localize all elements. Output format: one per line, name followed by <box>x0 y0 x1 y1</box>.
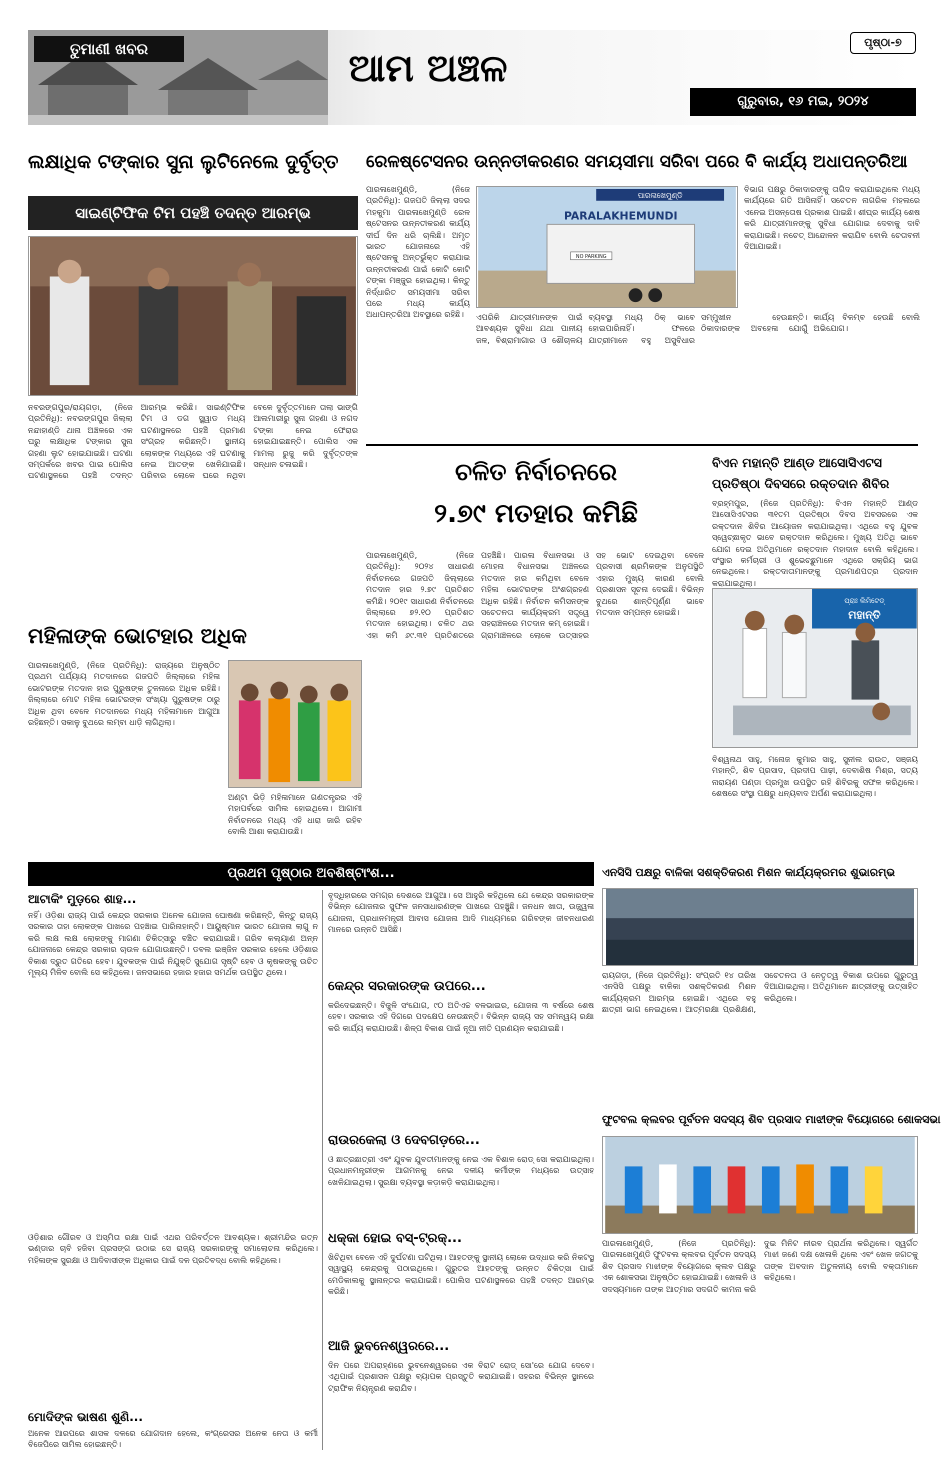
station-body-mid-text: ଏପରିକି ଯାତ୍ରୀମାନଙ୍କ ପାଇଁ ଆବଶ୍ୟକ ସୁବିଧା ଯଥା ପାନୀୟ ଜଳ, ବିଶ୍ରାମାଗାର ଓ ଶୌଚାଳୟ ବ୍ୟବସ୍ଥା ମଧ୍ୟ ଠିକ୍ ଭାବେ ହୋଇପାରିନାହିଁ। ଫଳରେ ଯାତ୍ରୀମାନେ ବହୁ ଅସୁବିଧାର ସମ୍ମୁଖୀନ ହେଉଛନ୍ତି। ଠିକାଦାରଙ୍କ ଅବହେଳା ଯୋଗୁଁ କାର୍ଯ୍ୟ ବିଳମ୍ବ ହେଉଛି ବୋଲି ଅଭିଯୋଗ। <box>476 313 920 345</box>
football-headline <box>602 1108 941 1132</box>
page-number-text: ପୃଷ୍ଠା-୭ <box>864 36 902 49</box>
masthead <box>28 30 916 125</box>
gold-body-text: ନବରଙ୍ଗପୁର/ରାୟଗଡ଼ା, (ନିଜେ ପ୍ରତିନିଧି): ନବରଙ୍ଗପୁର ଜିଲ୍ଲା ନନ୍ଦାହାଣ୍ଡି ଥାନା ଅଞ୍ଚଳରେ ଏକ ଘରୁ ଲକ୍ଷାଧିକ ଟଙ୍କାର ସୁନା ଗହଣା ଲୁଟ ହୋଇଯାଇଛି। ଘଟଣା ସମ୍ପର୍କରେ ଖବର ପାଇ ପୋଲିସ ଘଟଣାସ୍ଥଳରେ ପହଞ୍ଚି ତଦନ୍ତ ଆରମ୍ଭ କରିଛି। ସାଇଣ୍ଟିଫିକ ଟିମ ଓ ଡଗ ସ୍କ୍ୱାଡ ମଧ୍ୟ ଘଟଣାସ୍ଥଳରେ ପହଞ୍ଚି ପ୍ରମାଣ ସଂଗ୍ରହ କରିଛନ୍ତି। ସ୍ଥାନୀୟ ଲୋକଙ୍କ ମଧ୍ୟରେ ଏହି ଘଟଣାକୁ ନେଇ ଆତଙ୍କ ଖେଳିଯାଇଛି। ପରିବାର ଲୋକେ ଘରେ ନଥିବା ବେଳେ ଦୁର୍ବୃତ୍ତମାନେ ତାଲା ଭାଙ୍ଗି ଆଲମାରୀରୁ ସୁନା ଗହଣା ଓ ନଗଦ ଟଙ୍କା ନେଇ ଫେରାର ହୋଇଯାଇଛନ୍ତି। ପୋଲିସ ଏକ ମାମଲା ରୁଜୁ କରି ଦୁର୍ବୃତ୍ତଙ୍କ ସନ୍ଧାନ ଚଳାଇଛି। <box>28 403 358 481</box>
date-text: ଗୁରୁବାର, ୧୬ ମଇ, ୨୦୨୪ <box>737 94 869 109</box>
station-body-left-text: ପାରଳାଖେମୁଣ୍ଡି, (ନିଜେ ପ୍ରତିନିଧି): ଗଜପତି ଜିଲ୍ଲା ସଦର ମହକୁମା ପାରଳାଖେମୁଣ୍ଡି ରେଳ ଷ୍ଟେସନର ଉନ୍ନତୀକରଣ କାର୍ଯ୍ୟ ଦୀର୍ଘ ଦିନ ଧରି ଚାଲିଛି। ଅମୃତ ଭାରତ ଯୋଜନାରେ ଏହି ଷ୍ଟେସନକୁ ଅନ୍ତର୍ଭୁକ୍ତ କରାଯାଇ ଉନ୍ନତୀକରଣ ପାଇଁ କୋଟି କୋଟି ଟଙ୍କା ମଞ୍ଜୁର ହୋଇଥିଲା। କିନ୍ତୁ ନିର୍ଦ୍ଧାରିତ ସମୟସୀମା ସରିବା ପରେ ମଧ୍ୟ କାର୍ଯ୍ୟ ଅଧାପନ୍ତରିଆ ଅବସ୍ଥାରେ ରହିଛି। <box>366 185 470 320</box>
cont-s4-head <box>328 1130 594 1152</box>
cont-s6-body <box>328 1360 594 1450</box>
banner-name: ମହାନ୍ତି <box>848 608 881 622</box>
ncc-headline-text: ଏନସିସି ପକ୍ଷରୁ ବାଳିକା ସଶକ୍ତିକରଣ ମିଶନ କାର୍ଯ୍ୟକ୍ରମର ଶୁଭାରମ୍ଭ <box>602 866 895 879</box>
cont-s1-body-b <box>28 1232 318 1406</box>
football-body-text: ପାରଳାଖେମୁଣ୍ଡି, (ନିଜେ ପ୍ରତିନିଧି): ପାରଳାଖେମୁଣ୍ଡି ଫୁଟବଲ କ୍ଲବର ପୂର୍ବତନ ସଦସ୍ୟ ଶିବ ପ୍ରସାଦ ମାଝୀଙ୍କ ବିୟୋଗରେ କ୍ଲବ ପକ୍ଷରୁ ଏକ ଶୋକସଭା ଅନୁଷ୍ଠିତ ହୋଇଯାଇଛି। ଖେଳାଳି ଓ ସଦସ୍ୟମାନେ ତାଙ୍କ ଆତ୍ମାର ସଦଗତି କାମନା କରି ଦୁଇ ମିନିଟ ନୀରବ ପ୍ରାର୍ଥନା କରିଥିଲେ। ସ୍ୱର୍ଗତ ମାଝୀ ଜଣେ ଦକ୍ଷ ଖେଳାଳି ଥିଲେ ଏବଂ ଖେଳ ଜଗତକୁ ତାଙ୍କ ଅବଦାନ ଅତୁଳନୀୟ ବୋଲି ବକ୍ତାମାନେ କହିଥିଲେ। <box>602 1239 918 1294</box>
blood-story <box>712 498 918 846</box>
blood-body2 <box>712 754 918 846</box>
cont-s1-body-text: ନହିଁ। ଓଡ଼ିଶା ରାଜ୍ୟ ପାଇଁ କେନ୍ଦ୍ର ସରକାର ଅନେକ ଯୋଜନା ଘୋଷଣା କରିଛନ୍ତି, କିନ୍ତୁ ରାଜ୍ୟ ସରକାର ତାହା ଲୋକଙ୍କ ପାଖରେ ପହଞ୍ଚାଇ ପାରିନାହାନ୍ତି। ଆୟୁଷ୍ମାନ ଭାରତ ଯୋଜନା ଲାଗୁ ନ କରି ଲକ୍ଷ ଲକ୍ଷ ଲୋକଙ୍କୁ ମାଗଣା ଚିକିତ୍ସାରୁ ବଞ୍ଚିତ କରାଯାଇଛି। ଗରିବ କଲ୍ୟାଣ ଅନ୍ନ ଯୋଜନାରେ କେନ୍ଦ୍ର ସରକାର ଚାଉଳ ଯୋଗାଉଛନ୍ତି। ଡବଲ ଇଞ୍ଜିନ ସରକାର ହେଲେ ଓଡ଼ିଶାର ବିକାଶ ଦ୍ରୁତ ଗତିରେ ହେବ। ଯୁବକଙ୍କ ପାଇଁ ନିଯୁକ୍ତି ସୁଯୋଗ ସୃଷ୍ଟି ହେବ ଓ କୃଷକଙ୍କୁ ଉଚିତ ମୂଲ୍ୟ ମିଳିବ ବୋଲି ସେ କହିଥିଲେ। ଜନସଭାରେ ହଜାର ହଜାର ସମର୍ଥକ ଉପସ୍ଥିତ ଥିଲେ। <box>28 911 318 978</box>
cont-s3-body2 <box>328 1000 594 1126</box>
blood-donation-photo <box>712 588 918 748</box>
women-headline-text: ମହିଳାଙ୍କ ଭୋଟହାର ଅଧିକ <box>28 624 247 648</box>
brand-title-box <box>34 36 184 62</box>
gold-headline <box>28 142 358 182</box>
banner-label: ପ୍ରାଃ ଲିମିଟେଡ୍ <box>844 596 885 605</box>
blood-body2-text: ବିଶ୍ୱନାଥ ସାହୁ, ମନୋଜ କୁମାର ସାହୁ, ସୁନୀଲ ରାଉତ, ସଞ୍ଜୟ ମହାନ୍ତି, ଶିବ ପ୍ରସାଦ, ପ୍ରଦୀପ ପାଢ଼ୀ, ଦେବାଶିଷ ମିଶ୍ର, ସତ୍ୟ ନାରାୟଣ ପଣ୍ଡା ପ୍ରମୁଖ ଉପସ୍ଥିତ ରହି ଶିବିରକୁ ସଫଳ କରିଥିଲେ। ଶେଷରେ ସଂସ୍ଥା ପକ୍ଷରୁ ଧନ୍ୟବାଦ ଅର୍ପଣ କରାଯାଇଥିଲା। <box>712 755 918 799</box>
gold-subhead-text: ସାଇଣ୍ଟିଫିକ ଟିମ ପହଞ୍ଚି ତଦନ୍ତ ଆରମ୍ଭ <box>75 204 311 222</box>
station-sign-odia: ପାରଳାଖେମୁଣ୍ଡି <box>637 190 683 200</box>
cont-s4-body <box>328 1154 594 1224</box>
cont-s3-head-text: କେନ୍ଦ୍ର ସରକାରଙ୍କ ଉପରେ... <box>328 979 486 994</box>
date-bar <box>690 88 916 116</box>
cont-s2-body <box>28 1428 318 1452</box>
votes-body-text: ପାରଳାଖେମୁଣ୍ଡି, (ନିଜେ ପ୍ରତିନିଧି): ୨୦୨୪ ସାଧାରଣ ନିର୍ବାଚନରେ ଗଜପତି ଜିଲ୍ଲାରେ ମତଦାନ ହାର ୨.୭୯ ପ୍ରତିଶତ କମିଛି। ୨୦୧୯ ସାଧାରଣ ନିର୍ବାଚନରେ ଜିଲ୍ଲାରେ ୭୨.୧୦ ପ୍ରତିଶତ ମତଦାନ ହୋଇଥିଲା। ଚଳିତ ଥର ଏହା କମି ୬୯.୩୧ ପ୍ରତିଶତରେ ପହଞ୍ଚିଛି। ପାରଳା ବିଧାନସଭା ଓ ମୋହନା ବିଧାନସଭା ଅଞ୍ଚଳରେ ମତଦାନ ହାର କମିଥିବା ବେଳେ ମହିଳା ଭୋଟରଙ୍କ ଅଂଶଗ୍ରହଣ ଅଧିକ ରହିଛି। ନିର୍ବାଚନ କମିସନଙ୍କ ସଚେତନତା କାର୍ଯ୍ୟକ୍ରମ ସତ୍ତ୍ୱେ ସହରାଞ୍ଚଳରେ ମତଦାନ କମ୍ ହୋଇଛି। ଗ୍ରାମାଞ୍ଚଳରେ ଲୋକେ ଉତ୍ସାହର ସହ ଭୋଟ ଦେଇଥିବା ବେଳେ ପ୍ରବାସୀ ଶ୍ରମିକଙ୍କ ଅନୁପସ୍ଥିତି ଏହାର ମୁଖ୍ୟ କାରଣ ବୋଲି ପ୍ରଶାସନ ସୂଚନା ଦେଇଛି। ବିଭିନ୍ନ ବୁଥରେ ଶାନ୍ତିପୂର୍ଣ୍ଣ ଭାବେ ମତଦାନ ସମ୍ପନ୍ନ ହୋଇଛି। <box>366 551 704 640</box>
page-number <box>850 32 916 54</box>
cont-s2-body-text: ଅନେକ ଆରପରେ ଶାସକ ଦଳରେ ଯୋଗଦାନ ହେଲେ, କଂଗ୍ରେସର ଅନେକ ନେତା ଓ କର୍ମୀ ବିଜେପିରେ ସାମିଲ ହୋଇଛନ୍ତି। <box>28 1429 318 1450</box>
cont-s5-head-text: ଧକ୍କା ହୋଇ ବସ୍-ଟ୍ରକ୍... <box>328 1231 462 1246</box>
cont-s5-body <box>328 1252 594 1332</box>
blood-body-left-text: ବ୍ରହ୍ମପୁର, (ନିଜେ ପ୍ରତିନିଧି): ବିଏନ ମହାନ୍ତି ଆଣ୍ଡ ଆସୋସିଏଟସର ୩୧ତମ ପ୍ରତିଷ୍ଠା ଦିବସ ଅବସରରେ ଏକ ରକ୍ତଦାନ ଶିବିର ଆୟୋଜନ କରାଯାଇଥିଲା। ଏଥିରେ ବହୁ ଯୁବକ ସ୍ୱେଚ୍ଛାକୃତ ଭାବେ ରକ୍ତଦାନ କରିଥିଲେ। ମୁଖ୍ୟ ଅତିଥି ଭାବେ ଯୋଗ ଦେଇ ଅତିଥିମାନେ ରକ୍ତଦାନ ମହାଦାନ ବୋଲି କହିଥିଲେ। ସଂସ୍ଥାର କର୍ମଚାରୀ ଓ ଶୁଭେଚ୍ଛୁମାନେ ଏଥିରେ ସକ୍ରିୟ ଭାଗ ନେଇଥିଲେ। ରକ୍ତଦାତାମାନଙ୍କୁ ପ୍ରମାଣପତ୍ର ପ୍ରଦାନ କରାଯାଇଥିଲା। <box>712 499 918 588</box>
section-title <box>328 38 528 98</box>
women-body2 <box>228 792 362 846</box>
votes-headline-bottom: ୨.୭୯ ମତହାର କମିଛି <box>434 499 638 529</box>
gold-subhead <box>28 196 358 230</box>
votes-headline-top: ଚଳିତ ନିର୍ବାଚନରେ <box>454 458 618 486</box>
women-voters-photo <box>228 660 362 788</box>
cont-s6-head-text: ଆଜି ଭୁବନେଶ୍ୱରରେ... <box>328 1339 450 1354</box>
column-divider <box>322 890 323 1450</box>
women-body <box>28 660 220 846</box>
cont-s3-body-text: ବୃଦ୍ଧିହାରରେ ସମଗ୍ର ଦେଶରେ ଆଗୁଆ। ସେ ଆହୁରି କହିଥିଲେ ଯେ କେନ୍ଦ୍ର ସରକାରଙ୍କ ବିଭିନ୍ନ ଯୋଜନାର ସୁଫଳ ଜନସାଧାରଣଙ୍କ ପାଖରେ ପହଞ୍ଚୁଛି। ଜନଧନ ଖାତା, ଉଜ୍ଜ୍ୱଳା ଯୋଜନା, ପ୍ରଧାନମନ୍ତ୍ରୀ ଆବାସ ଯୋଜନା ଆଦି ମାଧ୍ୟମରେ ଗରିବଙ୍କ ଜୀବନଧାରଣ ମାନରେ ଉନ୍ନତି ଆସିଛି। <box>328 891 594 935</box>
cont-s4-head-text: ରାଉରକେଲା ଓ ଦେବଗଡ଼ରେ... <box>328 1133 480 1148</box>
station-headline-text: ରେଳଷ୍ଟେସନର ଉନ୍ନତୀକରଣର ସମୟସୀମା ସରିବା ପରେ ବି କାର୍ଯ୍ୟ ଅଧାପନ୍ତରିଆ <box>366 152 908 172</box>
cont-s1-body-b-text: ଓଡ଼ିଶାର ଗୌରବ ଓ ଅସ୍ମିତା ରକ୍ଷା ପାଇଁ ଏଥର ପରିବର୍ତ୍ତନ ଆବଶ୍ୟକ। ଶ୍ରୀମନ୍ଦିର ରତ୍ନ ଭଣ୍ଡାର ଚାବି ହଜିବା ପ୍ରସଙ୍ଗ ଉଠାଇ ସେ ରାଜ୍ୟ ସରକାରଙ୍କୁ ସମାଲୋଚନା କରିଥିଲେ। ମହିଳାଙ୍କ ସୁରକ୍ଷା ଓ ଆଦିବାସୀଙ୍କ ଅଧିକାର ପାଇଁ ଦଳ ପ୍ରତିବଦ୍ଧ ବୋଲି କହିଥିଲେ। <box>28 1233 318 1265</box>
cont-s3-head <box>328 976 594 998</box>
cont-s6-head <box>328 1336 594 1358</box>
gold-investigation-photo <box>28 236 358 396</box>
football-headline-text: ଫୁଟବଲ କ୍ଲବର ପୂର୍ବତନ ସଦସ୍ୟ ଶିବ ପ୍ରସାଦ ମାଝୀଙ୍କ ବିୟୋଗରେ ଶୋକସଭା <box>602 1113 941 1126</box>
station-body-right-text: ବିଭାଗ ପକ୍ଷରୁ ଠିକାଦାରଙ୍କୁ ତାଗିଦ କରାଯାଇଥିଲେ ମଧ୍ୟ କାର୍ଯ୍ୟରେ ଗତି ଆସିନାହିଁ। ସଚେତନ ନାଗରିକ ମହଲରେ ଏନେଇ ଅସନ୍ତୋଷ ପ୍ରକାଶ ପାଇଛି। ଶୀଘ୍ର କାର୍ଯ୍ୟ ଶେଷ କରି ଯାତ୍ରୀମାନଙ୍କୁ ସୁବିଧା ଯୋଗାଇ ଦେବାକୁ ଦାବି କରାଯାଇଛି। ନଚେତ୍ ଆନ୍ଦୋଳନ କରାଯିବ ବୋଲି ଚେତାବନୀ ଦିଆଯାଇଛି। <box>744 185 920 252</box>
ncc-group-photo <box>602 888 918 966</box>
blood-headline <box>712 452 918 494</box>
football-team-photo <box>602 1136 918 1234</box>
station-no-parking-sign: NO PARKING <box>575 253 607 260</box>
football-body <box>602 1238 918 1452</box>
gold-headline-text: ଲକ୍ଷାଧିକ ଟଙ୍କାର ସୁନା ଲୁଟିନେଲେ ଦୁର୍ବୃତ୍ତ <box>28 151 339 173</box>
ncc-body <box>602 970 918 1102</box>
gold-body <box>28 402 358 600</box>
station-body-right <box>744 184 920 310</box>
cont-s5-body-text: ଖିଚିଥିବା ବେଳେ ଏହି ଦୁର୍ଘଟଣା ଘଟିଥିଲା। ଆହତଙ୍କୁ ସ୍ଥାନୀୟ ଲୋକେ ଉଦ୍ଧାର କରି ନିକଟସ୍ଥ ସ୍ୱାସ୍ଥ୍ୟ କେନ୍ଦ୍ରକୁ ପଠାଇଥିଲେ। ଗୁରୁତର ଆହତଙ୍କୁ ଉନ୍ନତ ଚିକିତ୍ସା ପାଇଁ ମେଡିକାଲକୁ ସ୍ଥାନାନ୍ତର କରାଯାଇଛି। ପୋଲିସ ଘଟଣାସ୍ଥଳରେ ପହଞ୍ଚି ତଦନ୍ତ ଆରମ୍ଭ କରିଛି। <box>328 1253 594 1297</box>
continued-bar <box>28 862 594 886</box>
section-title-text: ଆମ ଅଞ୍ଚଳ <box>348 46 508 90</box>
cont-s1-head-text: ଆଟାକିଂ ମୁଡ଼ରେ ଶାହ... <box>28 892 137 906</box>
cont-s6-body-text: ଦିନ ପରେ ଅପରାହ୍ଣରେ ଭୁବନେଶ୍ୱରରେ ଏକ ବିରାଟ ରୋଡ୍ ସୋ'ରେ ଯୋଗ ଦେବେ। ଏଥିପାଇଁ ପ୍ରଶାସନ ପକ୍ଷରୁ ବ୍ୟାପକ ପ୍ରସ୍ତୁତି କରାଯାଇଛି। ସହରର ବିଭିନ୍ନ ସ୍ଥାନରେ ଟ୍ରାଫିକ ନିୟନ୍ତ୍ରଣ କରାଯିବ। <box>328 1361 594 1393</box>
cont-s1-body <box>28 910 318 1230</box>
cont-s3-body <box>328 890 594 972</box>
women-body-text: ପାରଳାଖେମୁଣ୍ଡି, (ନିଜେ ପ୍ରତିନିଧି): ରାଜ୍ୟରେ ଅନୁଷ୍ଠିତ ପ୍ରଥମ ପର୍ଯ୍ୟାୟ ମତଦାନରେ ଗଜପତି ଜିଲ୍ଲାରେ ମହିଳା ଭୋଟରଙ୍କ ମତଦାନ ହାର ପୁରୁଷଙ୍କ ତୁଳନାରେ ଅଧିକ ରହିଛି। ଜିଲ୍ଲାରେ ମୋଟ ମହିଳା ଭୋଟରଙ୍କ ସଂଖ୍ୟା ପୁରୁଷଙ୍କ ଠାରୁ ଅଧିକ ଥିବା ବେଳେ ମତଦାନରେ ମଧ୍ୟ ମହିଳାମାନେ ଆଗୁଆ ରହିଛନ୍ତି। ସକାଳୁ ବୁଥରେ ଲମ୍ବା ଧାଡ଼ି ଲାଗିଥିଲା। <box>28 661 220 728</box>
votes-headline <box>366 452 706 542</box>
station-sign-english: PARALAKHEMUNDI <box>564 209 678 223</box>
station-body-left <box>366 184 470 320</box>
station-body-mid <box>476 312 920 388</box>
cont-s4-body-text: ଓ ଛାତ୍ରଛାତ୍ରୀ ଏବଂ ଯୁବକ ଯୁବତୀମାନଙ୍କୁ ନେଇ ଏକ ବିଶାଳ ରୋଡ୍ ସୋ କରାଯାଇଥିଲା। ପ୍ରଧାନମନ୍ତ୍ରୀଙ୍କ ଆଗମନକୁ ନେଇ ଦଳୀୟ କର୍ମୀଙ୍କ ମଧ୍ୟରେ ଉତ୍ସାହ ଖେଳିଯାଇଥିଲା। ସୁରକ୍ଷା ବ୍ୟବସ୍ଥା କଡ଼ାକଡ଼ି କରାଯାଇଥିଲା। <box>328 1155 594 1187</box>
station-photo <box>476 186 738 308</box>
women-headline <box>28 616 362 656</box>
ncc-headline <box>602 862 918 884</box>
cont-s3-body2-text: କରିଦେଇଛନ୍ତି। ବିଜୁଳି ସଂଯୋଗ, ୯୦ ଅତିଏଚ୍ଚ ବଳଭାଇର, ଯୋଜନା ୩ ବର୍ଷରେ ଶେଷ ହେବ। ସରକାର ଏହି ଦିଗରେ ପଦକ୍ଷେପ ନେଉଛନ୍ତି। ବିଭିନ୍ନ ରାଜ୍ୟ ସହ ସମନ୍ୱୟ ରକ୍ଷା କରି କାର୍ଯ୍ୟ କରାଯାଉଛି। ଶିଳ୍ପ ବିକାଶ ପାଇଁ ନୂଆ ନୀତି ପ୍ରଣୟନ କରାଯାଇଛି। <box>328 1001 594 1033</box>
cont-s1-head <box>28 890 318 908</box>
brand-title: ତୁମାଣୀ ଖବର <box>70 40 148 58</box>
station-headline <box>366 142 918 182</box>
continued-bar-text: ପ୍ରଥମ ପୃଷ୍ଠାର ଅବଶିଷ୍ଟାଂଶ... <box>227 866 395 881</box>
blood-headline-text: ବିଏନ ମହାନ୍ତି ଆଣ୍ଡ ଆସୋସିଏଟସ ପ୍ରତିଷ୍ଠା ଦିବସରେ ରକ୍ତଦାନ ଶିବିର <box>712 455 890 491</box>
votes-body <box>366 550 704 846</box>
ncc-body-text: ରାୟଗଡ଼ା, (ନିଜେ ପ୍ରତିନିଧି): ସଂପ୍ରତି ୧୪ ତାରିଖ ଏନସିସି ପକ୍ଷରୁ ବାଳିକା ସଶକ୍ତିକରଣ ମିଶନ କାର୍ଯ୍ୟକ୍ରମ ଆରମ୍ଭ ହୋଇଛି। ଏଥିରେ ବହୁ ଛାତ୍ରୀ ଭାଗ ନେଇଥିଲେ। ଆତ୍ମରକ୍ଷା ପ୍ରଶିକ୍ଷଣ, ସଚେତନତା ଓ ନେତୃତ୍ୱ ବିକାଶ ଉପରେ ଗୁରୁତ୍ୱ ଦିଆଯାଇଥିଲା। ଅତିଥିମାନେ ଛାତ୍ରୀଙ୍କୁ ଉତ୍ସାହିତ କରିଥିଲେ। <box>602 971 918 1015</box>
women-body2-text: ଅଣ୍ଟା ଭିଡ଼ି ମହିଳାମାନେ ଗଣତନ୍ତ୍ରର ଏହି ମହାପର୍ବରେ ସାମିଲ ହୋଇଥିଲେ। ଆଗାମୀ ନିର୍ବାଚନରେ ମଧ୍ୟ ଏହି ଧାରା ଜାରି ରହିବ ବୋଲି ଆଶା କରାଯାଉଛି। <box>228 793 362 837</box>
blood-body-left-col <box>712 498 918 588</box>
cont-s2-head-text: ମୋଦିଙ୍କ ଭାଷଣ ଶୁଣି... <box>28 1410 143 1424</box>
cont-s2-head <box>28 1408 318 1426</box>
cont-s5-head <box>328 1228 594 1250</box>
divider <box>366 444 918 446</box>
